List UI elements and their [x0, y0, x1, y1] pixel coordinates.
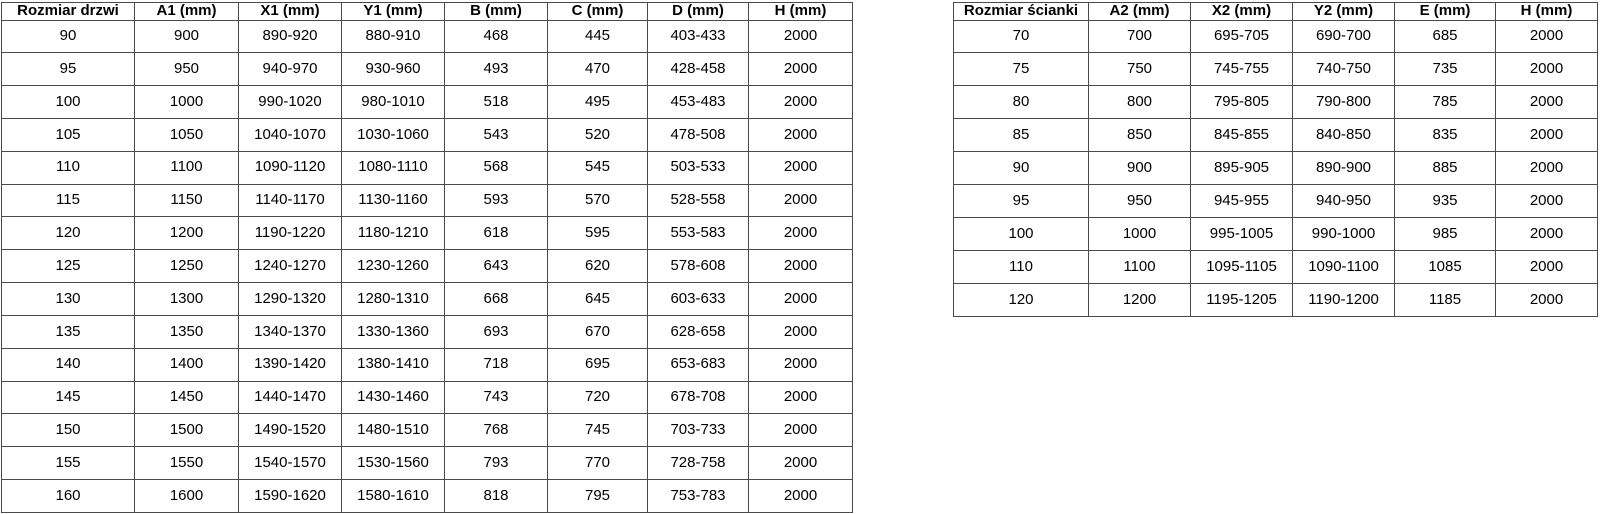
table-cell: 1150	[135, 184, 239, 217]
table-row	[2, 480, 853, 513]
table-row	[2, 184, 853, 217]
table-cell: 945-955	[1191, 185, 1293, 218]
table-cell: 2000	[749, 250, 853, 283]
table-cell: 2000	[1496, 86, 1598, 119]
column-header: X1 (mm)	[239, 3, 342, 21]
door-size-table-grid	[1, 2, 853, 513]
table-cell: 1030-1060	[342, 118, 445, 151]
table-cell: 1090-1120	[239, 151, 342, 184]
table-cell: 1180-1210	[342, 217, 445, 250]
door-size-table	[1, 2, 853, 513]
table-cell: 885	[1395, 152, 1496, 185]
table-cell: 2000	[749, 20, 853, 53]
table-cell: 985	[1395, 218, 1496, 251]
table-cell: 1085	[1395, 251, 1496, 284]
column-header: X2 (mm)	[1191, 3, 1293, 21]
table-row	[2, 315, 853, 348]
table-cell: 795	[548, 480, 648, 513]
table-cell: 493	[445, 53, 548, 86]
table-cell: 470	[548, 53, 648, 86]
table-cell: 695	[548, 348, 648, 381]
table-cell: 950	[135, 53, 239, 86]
table-cell: 1140-1170	[239, 184, 342, 217]
column-header: H (mm)	[749, 3, 853, 21]
table-cell: 2000	[1496, 20, 1598, 53]
table-cell: 2000	[749, 480, 853, 513]
table-cell: 2000	[749, 86, 853, 119]
table-cell: 545	[548, 151, 648, 184]
table-cell: 603-633	[648, 283, 749, 316]
table-cell: 720	[548, 381, 648, 414]
table-cell: 428-458	[648, 53, 749, 86]
table-cell: 1390-1420	[239, 348, 342, 381]
table-cell: 895-905	[1191, 152, 1293, 185]
table-row	[2, 348, 853, 381]
table-cell: 1240-1270	[239, 250, 342, 283]
table-cell: 2000	[749, 217, 853, 250]
table-cell: 718	[445, 348, 548, 381]
column-header: B (mm)	[445, 3, 548, 21]
table-cell: 1380-1410	[342, 348, 445, 381]
table-cell: 618	[445, 217, 548, 250]
table-cell: 2000	[749, 118, 853, 151]
table-cell: 1480-1510	[342, 414, 445, 447]
table-cell: 2000	[1496, 251, 1598, 284]
table-cell: 593	[445, 184, 548, 217]
table-cell: 120	[954, 284, 1089, 317]
table-cell: 155	[2, 447, 135, 480]
table-cell: 570	[548, 184, 648, 217]
table-cell: 643	[445, 250, 548, 283]
table-cell: 578-608	[648, 250, 749, 283]
table-cell: 1600	[135, 480, 239, 513]
table-cell: 105	[2, 118, 135, 151]
table-row	[2, 217, 853, 250]
table-cell: 1195-1205	[1191, 284, 1293, 317]
table-row	[2, 381, 853, 414]
table-cell: 403-433	[648, 20, 749, 53]
table-row	[2, 151, 853, 184]
table-cell: 2000	[749, 348, 853, 381]
table-cell: 2000	[749, 184, 853, 217]
table-cell: 130	[2, 283, 135, 316]
column-header: A1 (mm)	[135, 3, 239, 21]
table-cell: 900	[135, 20, 239, 53]
column-header: C (mm)	[548, 3, 648, 21]
table-cell: 85	[954, 119, 1089, 152]
table-cell: 2000	[749, 315, 853, 348]
table-cell: 595	[548, 217, 648, 250]
table-cell: 1400	[135, 348, 239, 381]
table-cell: 120	[2, 217, 135, 250]
table-cell: 690-700	[1293, 20, 1395, 53]
table-row	[954, 218, 1598, 251]
table-cell: 568	[445, 151, 548, 184]
table-cell: 835	[1395, 119, 1496, 152]
table-cell: 1500	[135, 414, 239, 447]
table-row	[954, 284, 1598, 317]
table-cell: 100	[954, 218, 1089, 251]
table-cell: 90	[2, 20, 135, 53]
table-cell: 703-733	[648, 414, 749, 447]
table-cell: 735	[1395, 53, 1496, 86]
table-cell: 940-950	[1293, 185, 1395, 218]
table-cell: 2000	[749, 283, 853, 316]
table-cell: 1050	[135, 118, 239, 151]
table-cell: 468	[445, 20, 548, 53]
table-cell: 880-910	[342, 20, 445, 53]
table-cell: 2000	[1496, 119, 1598, 152]
table-cell: 2000	[1496, 284, 1598, 317]
table-cell: 520	[548, 118, 648, 151]
table-cell: 1000	[1089, 218, 1191, 251]
table-row	[954, 20, 1598, 53]
table-row	[2, 250, 853, 283]
table-cell: 2000	[1496, 218, 1598, 251]
wall-panel-size-table-grid	[953, 2, 1598, 317]
table-cell: 850	[1089, 119, 1191, 152]
table-cell: 503-533	[648, 151, 749, 184]
table-cell: 1190-1220	[239, 217, 342, 250]
table-cell: 150	[2, 414, 135, 447]
table-row	[2, 447, 853, 480]
table-cell: 990-1000	[1293, 218, 1395, 251]
table-cell: 800	[1089, 86, 1191, 119]
column-header: A2 (mm)	[1089, 3, 1191, 21]
column-header: Y2 (mm)	[1293, 3, 1395, 21]
table-cell: 1095-1105	[1191, 251, 1293, 284]
table-cell: 695-705	[1191, 20, 1293, 53]
table-cell: 2000	[1496, 152, 1598, 185]
table-cell: 110	[954, 251, 1089, 284]
table-cell: 995-1005	[1191, 218, 1293, 251]
table-cell: 70	[954, 20, 1089, 53]
table-cell: 1340-1370	[239, 315, 342, 348]
table-row	[2, 86, 853, 119]
header-row	[954, 3, 1598, 21]
table-cell: 668	[445, 283, 548, 316]
column-header: H (mm)	[1496, 3, 1598, 21]
table-cell: 818	[445, 480, 548, 513]
table-cell: 1100	[135, 151, 239, 184]
table-cell: 495	[548, 86, 648, 119]
column-header: D (mm)	[648, 3, 749, 21]
table-row	[2, 414, 853, 447]
table-cell: 2000	[749, 447, 853, 480]
table-cell: 1090-1100	[1293, 251, 1395, 284]
table-cell: 1590-1620	[239, 480, 342, 513]
table-row	[954, 251, 1598, 284]
table-row	[954, 152, 1598, 185]
table-cell: 2000	[749, 381, 853, 414]
table-row	[2, 283, 853, 316]
table-cell: 728-758	[648, 447, 749, 480]
header-row	[2, 3, 853, 21]
table-cell: 100	[2, 86, 135, 119]
table-cell: 1080-1110	[342, 151, 445, 184]
table-cell: 1430-1460	[342, 381, 445, 414]
table-cell: 678-708	[648, 381, 749, 414]
table-cell: 1330-1360	[342, 315, 445, 348]
table-row	[2, 20, 853, 53]
table-row	[954, 53, 1598, 86]
table-cell: 140	[2, 348, 135, 381]
table-cell: 2000	[749, 414, 853, 447]
table-cell: 135	[2, 315, 135, 348]
table-cell: 1280-1310	[342, 283, 445, 316]
table-cell: 543	[445, 118, 548, 151]
table-cell: 1300	[135, 283, 239, 316]
table-cell: 770	[548, 447, 648, 480]
table-cell: 693	[445, 315, 548, 348]
table-row	[2, 53, 853, 86]
table-cell: 1350	[135, 315, 239, 348]
table-cell: 80	[954, 86, 1089, 119]
table-row	[2, 118, 853, 151]
table-cell: 685	[1395, 20, 1496, 53]
table-cell: 2000	[749, 53, 853, 86]
table-cell: 478-508	[648, 118, 749, 151]
table-cell: 528-558	[648, 184, 749, 217]
table-cell: 553-583	[648, 217, 749, 250]
table-cell: 160	[2, 480, 135, 513]
column-header: Y1 (mm)	[342, 3, 445, 21]
table-cell: 743	[445, 381, 548, 414]
table-cell: 1290-1320	[239, 283, 342, 316]
table-cell: 2000	[749, 151, 853, 184]
table-cell: 1185	[1395, 284, 1496, 317]
table-cell: 1130-1160	[342, 184, 445, 217]
table-cell: 1490-1520	[239, 414, 342, 447]
table-cell: 1450	[135, 381, 239, 414]
table-cell: 935	[1395, 185, 1496, 218]
table-cell: 785	[1395, 86, 1496, 119]
table-cell: 845-855	[1191, 119, 1293, 152]
column-header: Rozmiar drzwi	[2, 3, 135, 21]
table-cell: 1230-1260	[342, 250, 445, 283]
table-cell: 940-970	[239, 53, 342, 86]
table-cell: 1190-1200	[1293, 284, 1395, 317]
table-cell: 125	[2, 250, 135, 283]
table-cell: 745	[548, 414, 648, 447]
table-cell: 740-750	[1293, 53, 1395, 86]
table-row	[954, 185, 1598, 218]
table-cell: 1530-1560	[342, 447, 445, 480]
table-cell: 950	[1089, 185, 1191, 218]
table-cell: 793	[445, 447, 548, 480]
table-cell: 1250	[135, 250, 239, 283]
table-cell: 1200	[135, 217, 239, 250]
table-cell: 790-800	[1293, 86, 1395, 119]
table-cell: 110	[2, 151, 135, 184]
table-cell: 795-805	[1191, 86, 1293, 119]
table-cell: 1100	[1089, 251, 1191, 284]
table-row	[954, 86, 1598, 119]
table-cell: 840-850	[1293, 119, 1395, 152]
table-body	[2, 20, 853, 513]
table-cell: 768	[445, 414, 548, 447]
table-body	[954, 20, 1598, 317]
table-cell: 1540-1570	[239, 447, 342, 480]
table-cell: 75	[954, 53, 1089, 86]
table-cell: 95	[954, 185, 1089, 218]
table-cell: 1580-1610	[342, 480, 445, 513]
table-cell: 645	[548, 283, 648, 316]
wall-panel-size-table	[953, 2, 1598, 317]
table-cell: 1000	[135, 86, 239, 119]
table-cell: 980-1010	[342, 86, 445, 119]
table-cell: 700	[1089, 20, 1191, 53]
table-cell: 890-920	[239, 20, 342, 53]
table-cell: 518	[445, 86, 548, 119]
table-cell: 1440-1470	[239, 381, 342, 414]
table-cell: 620	[548, 250, 648, 283]
table-cell: 1200	[1089, 284, 1191, 317]
table-cell: 1040-1070	[239, 118, 342, 151]
table-cell: 670	[548, 315, 648, 348]
table-cell: 745-755	[1191, 53, 1293, 86]
table-cell: 145	[2, 381, 135, 414]
column-header: E (mm)	[1395, 3, 1496, 21]
table-cell: 2000	[1496, 185, 1598, 218]
table-cell: 900	[1089, 152, 1191, 185]
table-cell: 1550	[135, 447, 239, 480]
table-cell: 115	[2, 184, 135, 217]
table-cell: 453-483	[648, 86, 749, 119]
table-row	[954, 119, 1598, 152]
table-cell: 2000	[1496, 53, 1598, 86]
table-cell: 90	[954, 152, 1089, 185]
table-cell: 753-783	[648, 480, 749, 513]
column-header: Rozmiar ścianki	[954, 3, 1089, 21]
table-cell: 890-900	[1293, 152, 1395, 185]
table-cell: 95	[2, 53, 135, 86]
table-cell: 628-658	[648, 315, 749, 348]
table-cell: 930-960	[342, 53, 445, 86]
table-cell: 445	[548, 20, 648, 53]
table-cell: 990-1020	[239, 86, 342, 119]
table-cell: 653-683	[648, 348, 749, 381]
table-cell: 750	[1089, 53, 1191, 86]
